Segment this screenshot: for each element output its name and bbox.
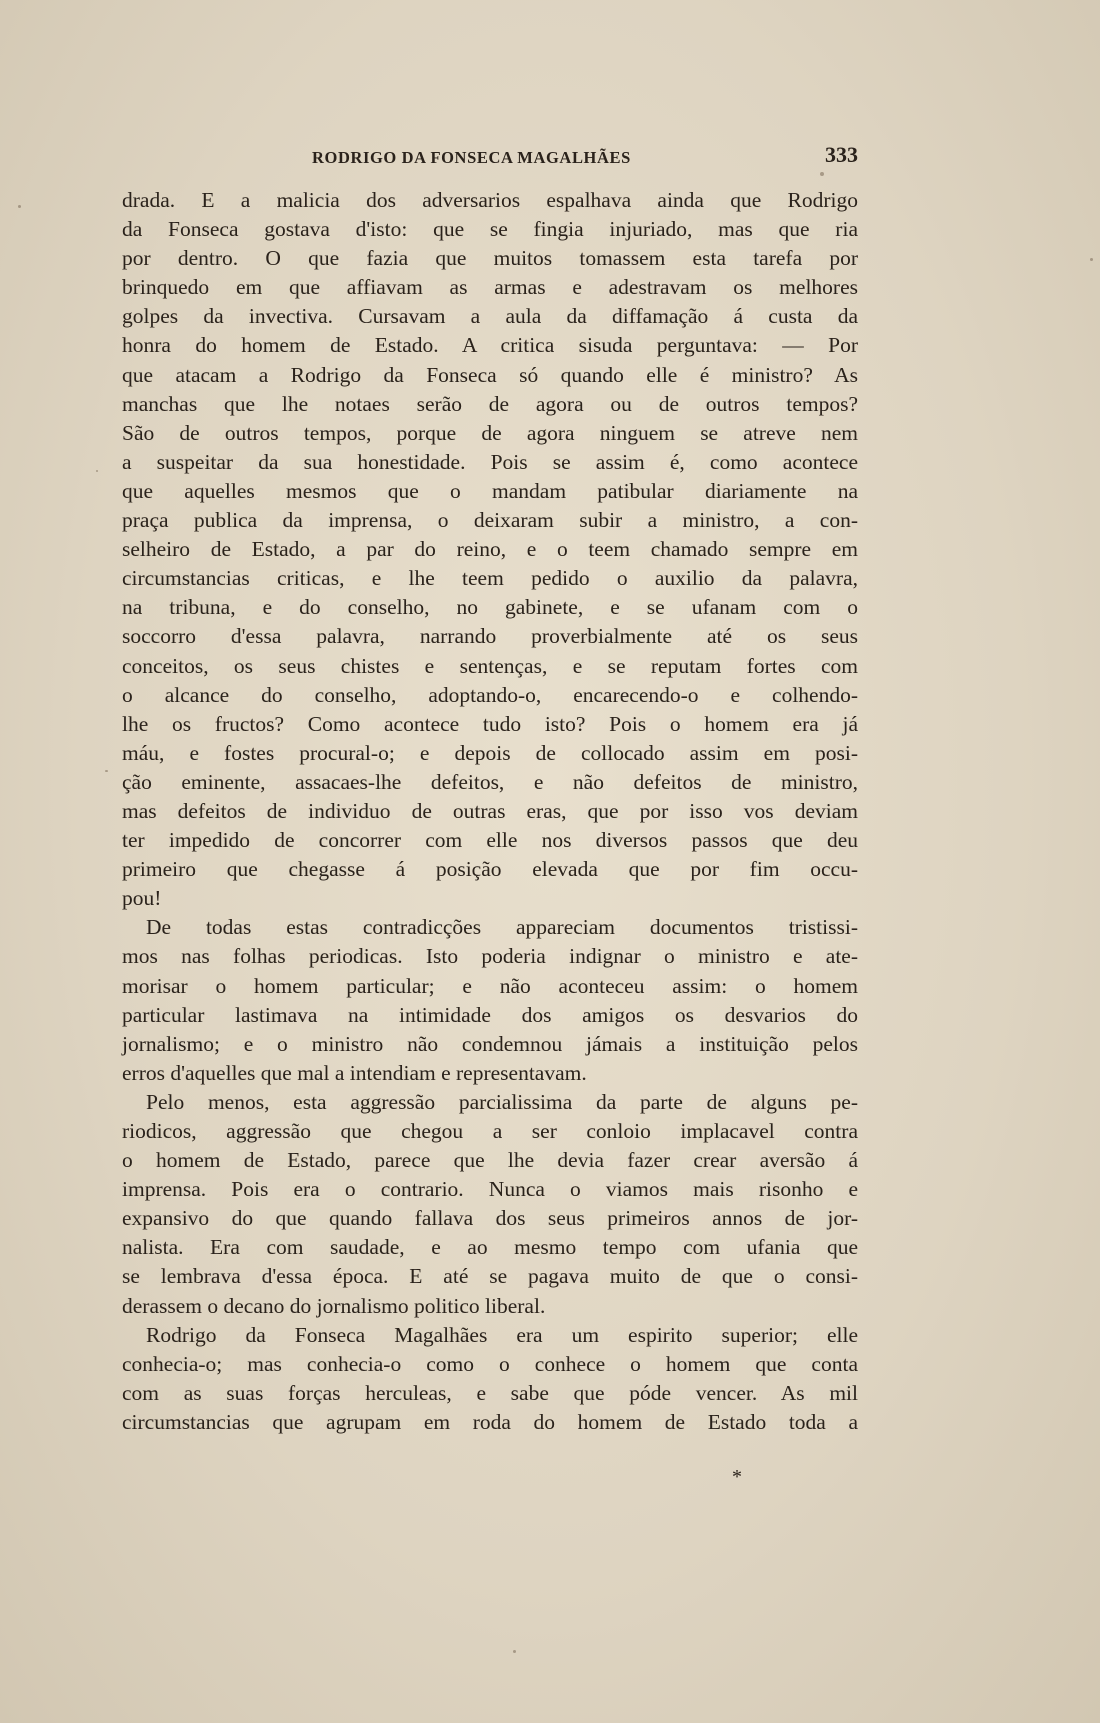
text-line: conceitos, os seus chistes e sentenças, e se reputam fortes com <box>122 653 858 678</box>
body-text <box>122 186 858 1437</box>
text-line: circumstancias que agrupam em roda do homem de Estado toda a <box>122 1409 858 1434</box>
text-line: que atacam a Rodrigo da Fonseca só quando elle é ministro? As <box>122 362 858 387</box>
text-line: circumstancias criticas, e lhe teem pedido o auxilio da palavra, <box>122 566 858 591</box>
page-number: 333 <box>825 142 858 167</box>
paper-speck <box>820 172 824 176</box>
paper-speck <box>18 205 21 208</box>
text-line: primeiro que chegasse á posição elevada que por fim occu- <box>122 857 858 882</box>
paragraph-start-line: Pelo menos, esta aggressão parcialissima da parte de alguns pe- <box>146 1089 858 1114</box>
text-line: brinquedo em que affiavam as armas e adestravam os melhores <box>122 275 858 300</box>
text-line: o alcance do conselho, adoptando-o, encarecendo-o e colhendo- <box>122 682 858 707</box>
text-line: soccorro d'essa palavra, narrando proverbialmente até os seus <box>122 624 858 649</box>
paragraph-start-line: Rodrigo da Fonseca Magalhães era um espirito superior; elle <box>146 1322 858 1347</box>
text-line: golpes da invectiva. Cursavam a aula da diffamação á custa da <box>122 304 858 329</box>
text-line: morisar o homem particular; e não aconteceu assim: o homem <box>122 973 858 998</box>
text-line: ter impedido de concorrer com elle nos diversos passos que deu <box>122 828 858 853</box>
paper-speck <box>105 770 108 772</box>
text-line: ção eminente, assacaes-lhe defeitos, e não defeitos de ministro, <box>122 769 858 794</box>
text-line: imprensa. Pois era o contrario. Nunca o viamos mais risonho e <box>122 1177 858 1202</box>
text-line: pou! <box>122 886 162 911</box>
text-line: mos nas folhas periodicas. Isto poderia indignar o ministro e ate- <box>122 944 858 969</box>
text-line: expansivo do que quando fallava dos seus primeiros annos de jor- <box>122 1206 858 1231</box>
text-line: selheiro de Estado, a par do reino, e o teem chamado sempre em <box>122 537 858 562</box>
text-line: por dentro. O que fazia que muitos tomassem esta tarefa por <box>122 246 858 271</box>
text-line: máu, e fostes procural-o; e depois de collocado assim em posi- <box>122 740 858 765</box>
text-line: lhe os fructos? Como acontece tudo isto? Pois o homem era já <box>122 711 858 736</box>
text-line: nalista. Era com saudade, e ao mesmo tempo com ufania que <box>122 1235 858 1260</box>
text-line: São de outros tempos, porque de agora ninguem se atreve nem <box>122 420 858 445</box>
text-line: da Fonseca gostava d'isto: que se fingia injuriado, mas que ria <box>122 217 858 242</box>
text-line: manchas que lhe notaes serão de agora ou de outros tempos? <box>122 391 858 416</box>
text-line: erros d'aquelles que mal a intendiam e representavam. <box>122 1060 587 1085</box>
text-line: particular lastimava na intimidade dos amigos os desvarios do <box>122 1002 858 1027</box>
text-line: o homem de Estado, parece que lhe devia fazer crear aversão á <box>122 1148 858 1173</box>
text-line: com as suas forças herculeas, e sabe que póde vencer. As mil <box>122 1380 858 1405</box>
paper-speck <box>513 1650 516 1653</box>
text-line: mas defeitos de individuo de outras eras, que por isso vos deviam <box>122 798 858 823</box>
text-line: derassem o decano do jornalismo politico liberal. <box>122 1293 546 1318</box>
paper-speck <box>1090 258 1093 261</box>
text-line: honra do homem de Estado. A critica sisuda perguntava: — Por <box>122 333 858 358</box>
text-line: riodicos, aggressão que chegou a ser conloio implacavel contra <box>122 1119 858 1143</box>
text-line: praça publica da imprensa, o deixaram subir a ministro, a con- <box>122 508 858 533</box>
text-line: na tribuna, e do conselho, no gabinete, e se ufanam com o <box>122 595 858 620</box>
text-line: jornalismo; e o ministro não condemnou jámais a instituição pelos <box>122 1031 858 1056</box>
text-line: se lembrava d'essa época. E até se pagava muito de que o consi- <box>122 1264 858 1289</box>
text-line: conhecia-o; mas conhecia-o como o conhece o homem que conta <box>122 1351 858 1376</box>
paragraph-start-line: De todas estas contradicções appareciam documentos tristissi- <box>146 915 858 940</box>
text-line: drada. E a malicia dos adversarios espalhava ainda que Rodrigo <box>122 188 858 212</box>
running-head <box>122 142 858 172</box>
paper-speck <box>96 470 98 472</box>
signature-mark: * <box>732 1466 742 1488</box>
text-line: que aquelles mesmos que o mandam patibular diariamente na <box>122 478 858 503</box>
running-head-title: RODRIGO DA FONSECA MAGALHÃES <box>312 148 631 167</box>
text-line: a suspeitar da sua honestidade. Pois se assim é, como acontece <box>122 449 858 474</box>
